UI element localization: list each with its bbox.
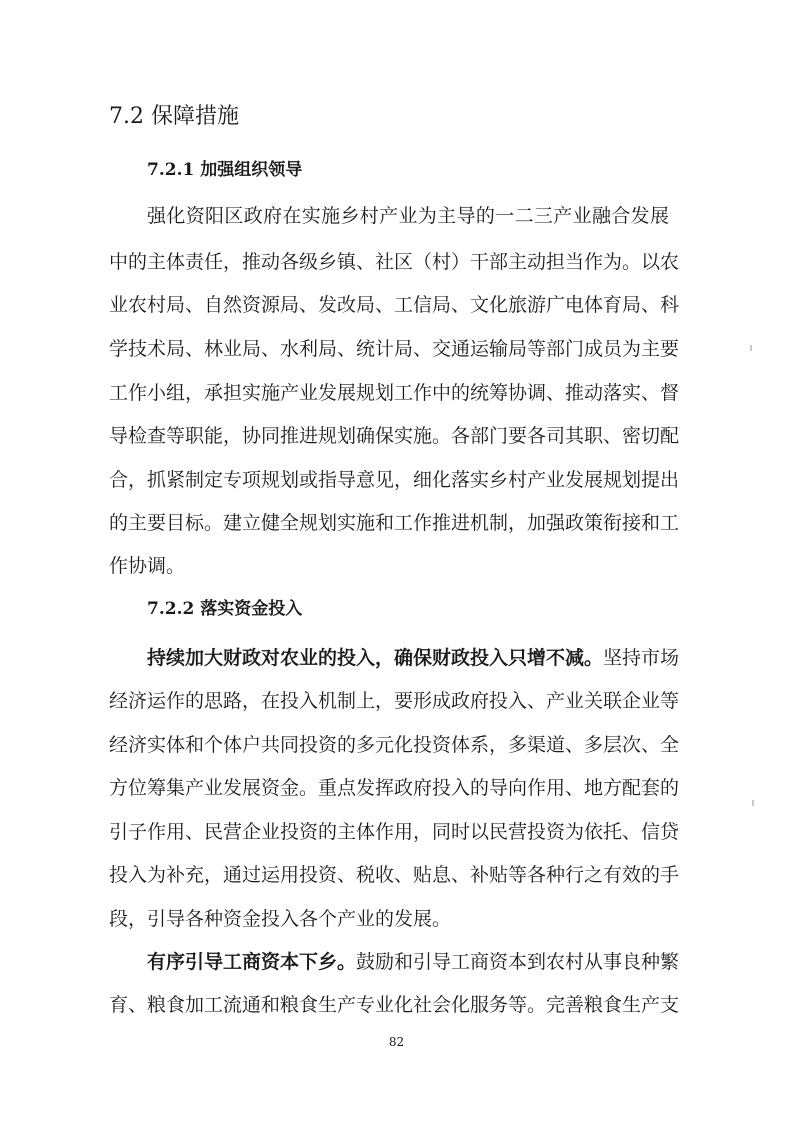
text-line: 作协调。	[109, 555, 186, 577]
text-line: 经济实体和个体户共同投资的多元化投资体系，多渠道、多层次、全	[109, 734, 680, 756]
lead-tail: 鼓励和引导工商资本到农村从事良种繁	[356, 951, 680, 973]
lead-tail: 坚持市场	[603, 647, 680, 669]
bold-lead: 有序引导工商资本下乡。	[147, 951, 357, 973]
text-line: 经济运作的思路，在投入机制上，要形成政府投入、产业关联企业等	[109, 690, 680, 712]
text-line: 引子作用、民营企业投资的主体作用，同时以民营投资为依托、信贷	[109, 821, 680, 843]
subsection-heading-2: 7.2.2 落实资金投入	[147, 599, 303, 619]
text-line: 业农村局、自然资源局、发改局、工信局、文化旅游广电体育局、科	[109, 294, 680, 316]
text-line: 学技术局、林业局、水利局、统计局、交通运输局等部门成员为主要	[109, 338, 680, 360]
page-number: 82	[388, 1035, 405, 1049]
text-line: 导检查等职能，协同推进规划确保实施。各部门要各司其职、密切配	[109, 425, 680, 447]
subsection-heading-1: 7.2.1 加强组织领导	[147, 160, 303, 180]
section-heading: 7.2 保障措施	[109, 104, 239, 129]
scan-speck	[750, 345, 752, 351]
text-line	[147, 947, 680, 977]
text-line	[147, 643, 680, 673]
text-line: 强化资阳区政府在实施乡村产业为主导的一二三产业融合发展	[147, 205, 669, 227]
text-line: 投入为补充，通过运用投资、税收、贴息、补贴等各种行之有效的手	[109, 864, 680, 886]
text-line: 的主要目标。建立健全规划实施和工作推进机制，加强政策衔接和工	[109, 512, 680, 534]
text-line: 工作小组，承担实施产业发展规划工作中的统筹协调、推动落实、督	[109, 382, 680, 404]
text-line: 段，引导各种资金投入各个产业的发展。	[109, 908, 452, 930]
text-line: 方位筹集产业发展资金。重点发挥政府投入的导向作用、地方配套的	[109, 777, 680, 799]
text-line: 合，抓紧制定专项规划或指导意见，细化落实乡村产业发展规划提出	[109, 469, 680, 491]
text-line: 育、粮食加工流通和粮食生产专业化社会化服务等。完善粮食生产支	[109, 994, 680, 1016]
text-line: 中的主体责任，推动各级乡镇、社区（村）干部主动担当作为。以农	[109, 251, 680, 273]
scan-speck	[752, 800, 754, 806]
bold-lead: 持续加大财政对农业的投入，确保财政投入只增不减。	[147, 647, 604, 669]
